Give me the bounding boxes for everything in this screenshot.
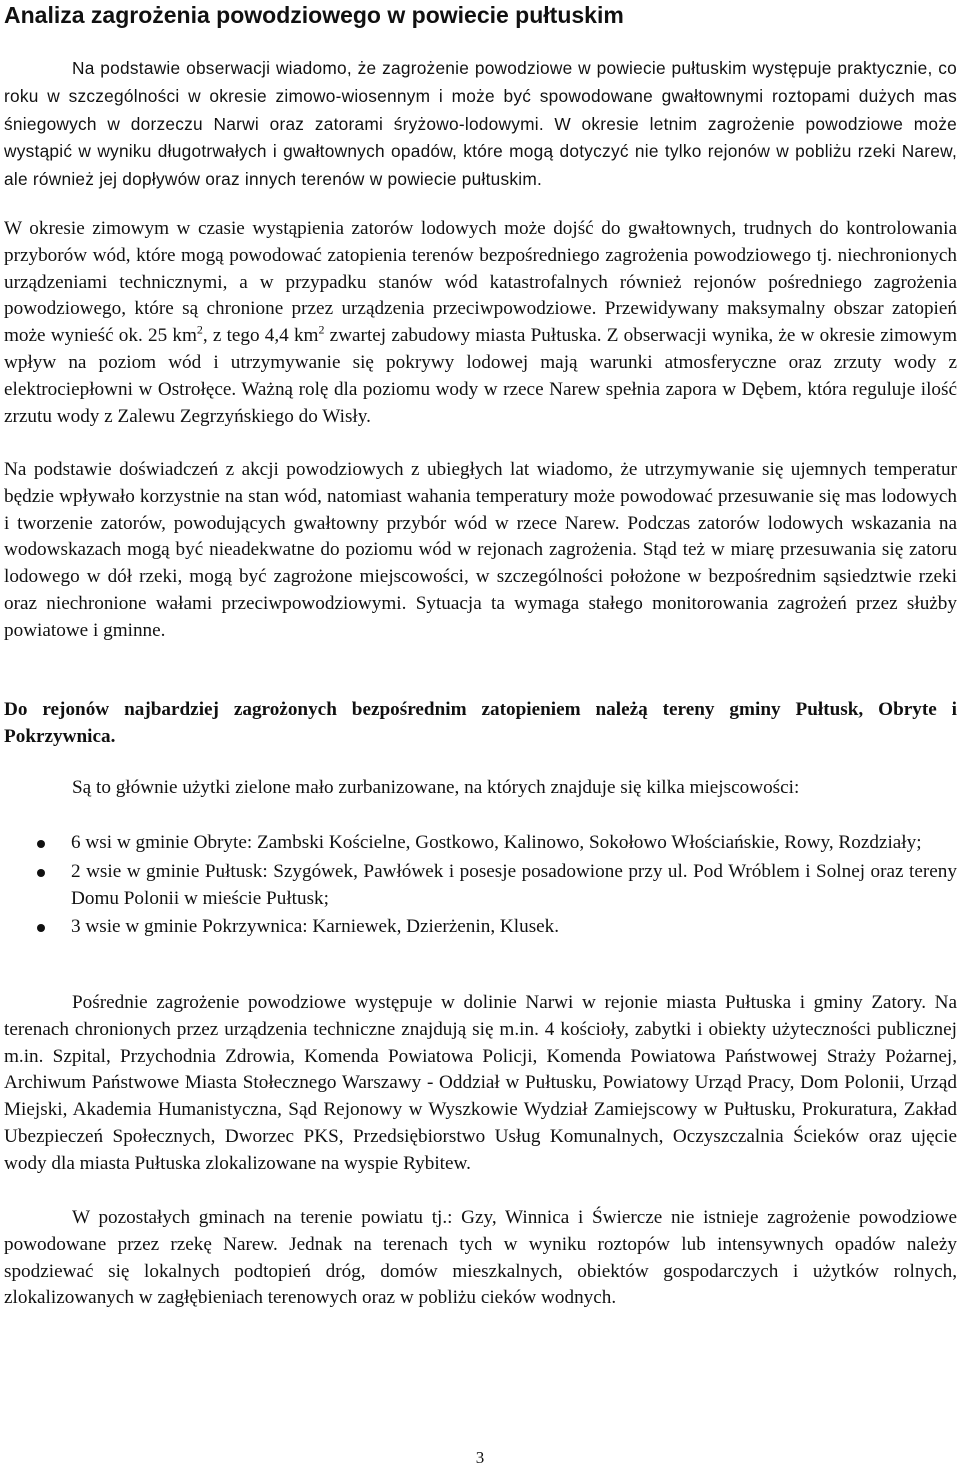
intro-part-summer: W okresie letnim zagrożenie powodziowe może wystąpić w wyniku długotrwałych i gwałtownych opadów, które mogą dotyczyć nie tylko rejonów w pobliżu rzeki Narew, ale również jej dopływów oraz innych terenów w powiecie pułtuskim. — [4, 113, 958, 190]
km2-superscript: 2 — [196, 322, 203, 337]
list-item — [4, 859, 957, 913]
winter-text-2: , z tego 4,4 km — [202, 325, 319, 347]
winter-text-1: W okresie zimowym w czasie wystąpienia zatorów lodowych może dojść do gwałtownych, trudnych do kontrolowania przyborów wód, które mogą powodować zatopienia terenów bezpośredniego zagrożenia powodziowego tj. niechronionych urządzeniami technicznymi, a w przypadku stanów wód katastrofalnych również rejonów pośredniego zagrożenia powodziowego, które są chronione przez urządzenia przeciwpowodziowe. Przewidywany maksymalny obszar zatopień może wynieść ok. 25 km — [4, 218, 957, 347]
winter-paragraph — [4, 216, 957, 430]
experience-paragraph: Na podstawie doświadczeń z akcji powodziowych z ubiegłych lat wiadomo, że utrzymywanie się ujemnych temperatur będzie wpływało korzystnie na stan wód, natomiast wahania temperatury może powodować przesuwanie się mas lodowych i tworzenie zatorów, powodujących gwałtowny przybór wód w rzece Narew. Podczas zatorów lodowych wskazania na wodowskazach mogą być nieadekwatne do poziomu wód w rejonach zagrożenia. Stąd też w miarę przesuwania się zatoru lodowego w dół rzeki, mogą być zagrożone miejscowości, w szczególności położone w bezpośrednim sąsiedztwie rzeki oraz niechronione wałami przeciwpowodziowymi. Sytuacja ta wymaga stałego monitorowania zagrożeń przez służby powiatowe i gminne. — [4, 459, 957, 641]
list-item-text: 2 wsie w gminie Pułtusk: Szygówek, Pawłówek i posesje posadowione przy ul. Pod Wróblem i Solnej oraz tereny Domu Polonii w mieście Pułtusk; — [71, 860, 957, 909]
bullet-icon — [37, 840, 45, 848]
intro-part-sans: Na podstawie obserwacji wiadomo, że zagrożenie powodziowe w powiecie pułtuskim występuje praktycznie, co roku w szczególności w okresie zimowo-wiosennym i może być spowodowane gwałtownymi roztopami dużych mas śniegowych w dorzeczu Narwi oraz zatorami śryżowo-lodowymi. — [4, 58, 957, 134]
list-item-text: 3 wsie w gminie Pokrzywnica: Karniewek, Dzierżenin, Klusek. — [71, 916, 560, 938]
winter-text-3: zwartej zabudowy miasta Pułtuska. Z obserwacji wynika, że w okresie zimowym wpływ na poziom wód i utrzymywanie się pokrywy lodowej mają warunki atmosferyczne oraz zrzuty wody z elektrociepłowni w Ostrołęce. Ważną rolę dla poziomu wody w rzece Narew spełnia zapora w Dębem, która reguluje ilość zrzutu wody z Zalewu Zegrzyńskiego do Wisły. — [4, 325, 957, 427]
indirect-paragraph: Pośrednie zagrożenie powodziowe występuje w dolinie Narwi w rejonie miasta Pułtuska i gminy Zatory. Na terenach chronionych przez urządzenia techniczne znajdują się m.in. 4 kościoły, zabytki i obiekty użyteczności publicznej m.in. Szpital, Przychodnia Zdrowia, Komenda Powiatowa Policji, Komenda Powiatowa Państwowej Straży Pożarnej, Archiwum Państwowe Miasta Stołecznego Warszawy - Oddział w Pułtusku, Powiatowy Urząd Pracy, Dom Polonii, Urząd Miejski, Akademia Humanistyczna, Sąd Rejonowy w Wyszkowie Wydział Zamiejscowy w Pułtusku, Prokuratura, Zakład Ubezpieczeń Społecznych, Dworzec PKS, Przedsiębiorstwo Usług Komunalnych, Oczyszczalnia Ścieków oraz ujęcie wody dla miasta Pułtuska zlokalizowane na wyspie Rybitew. — [4, 992, 957, 1174]
lead-paragraph: Są to głównie użytki zielone mało zurbanizowane, na których znajduje się kilka miejscowości: — [72, 777, 800, 798]
list-item — [4, 830, 957, 857]
document-title: Analiza zagrożenia powodziowego w powiecie pułtuskim — [4, 2, 624, 28]
list-item-text: 6 wsi w gminie Obryte: Zambski Kościelne, Gostkowo, Kalinowo, Sokołowo Włościańskie, Rowy, Rozdziały; — [71, 832, 922, 853]
bold-heading: Do rejonów najbardziej zagrożonych bezpośrednim zatopieniem należą tereny gminy Pułtusk, Obryte i Pokrzywnica. — [4, 699, 957, 747]
intro-paragraph — [4, 55, 957, 194]
others-paragraph: W pozostałych gminach na terenie powiatu tj.: Gzy, Winnica i Świercze nie istnieje zagrożenie powodziowe powodowane przez rzekę Narew. Jednak na terenach tych w wyniku roztopów lub intensywnych opadów należy spodziewać się lokalnych podtopień dróg, domów mieszkalnych, obiektów gospodarczych i użytków rolnych, zlokalizowanych w zagłębieniach terenowych oraz w pobliżu cieków wodnych. — [4, 1207, 957, 1309]
list-item — [4, 914, 957, 941]
bullet-icon — [37, 924, 45, 932]
km2-superscript: 2 — [318, 322, 325, 337]
bullet-icon — [37, 869, 45, 877]
villages-list — [4, 830, 957, 943]
page-number: 3 — [475, 1448, 485, 1467]
